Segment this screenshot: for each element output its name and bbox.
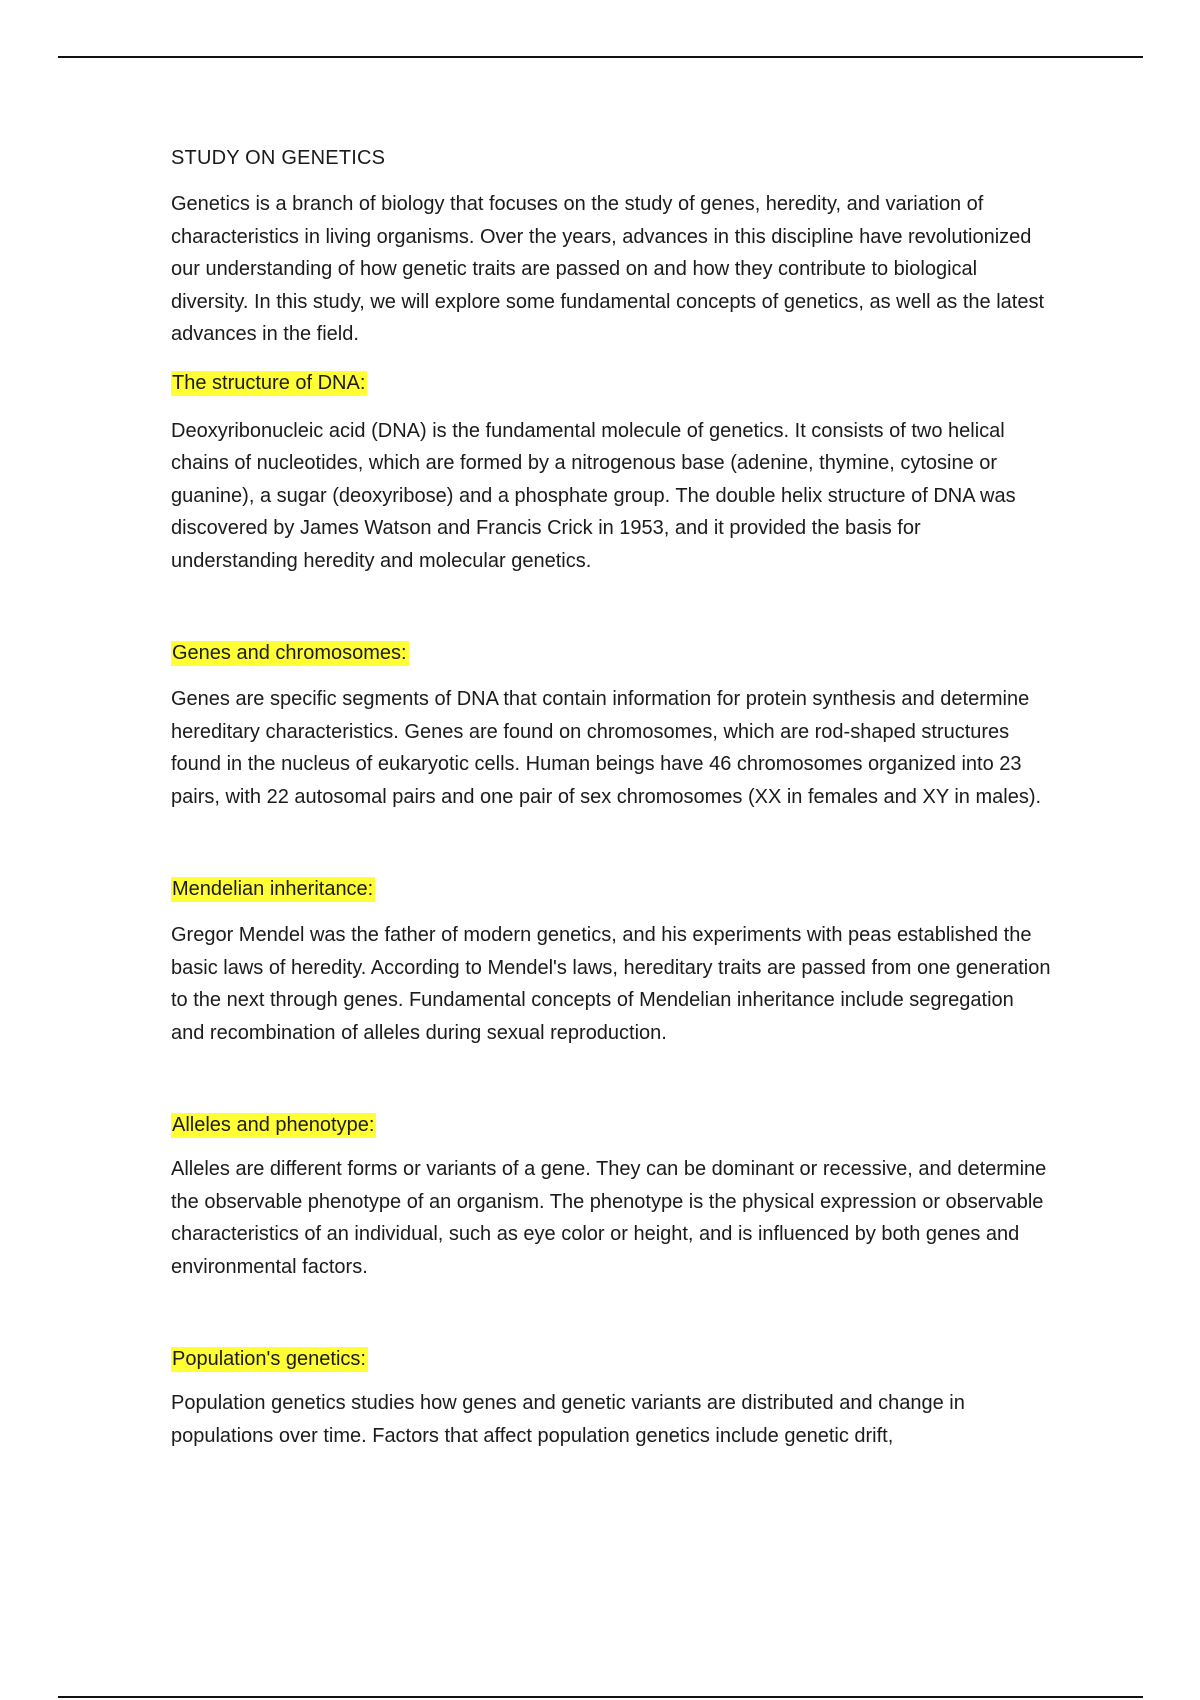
bottom-rule (58, 1696, 1143, 1698)
heading-highlight: The structure of DNA: (172, 371, 366, 394)
heading-highlight: Mendelian inheritance: (172, 878, 374, 900)
section-paragraph-alleles: Alleles are different forms or variants of a gene. They can be dominant or recessive, and determine the observable phenotype of an organism. The phenotype is the physical expression or observable characteristics of an individual, such as eye color or height, and is influenced by both genes and environmental factors. (171, 1158, 1047, 1278)
section-paragraph-genes: Genes are specific segments of DNA that contain information for protein synthesis and determine hereditary characteristics. Genes are found on chromosomes, which are rod-shaped structures found in the nucleus of eukaryotic cells. Human beings have 46 chromosomes organized into 23 pairs, with 22 autosomal pairs and one pair of sex chromosomes (XX in females and XY in males). (171, 688, 1042, 808)
section-heading-alleles (171, 1111, 1051, 1139)
section-heading-mendel (171, 875, 1051, 903)
document-title: STUDY ON GENETICS (171, 147, 386, 169)
section-heading-population (171, 1345, 1051, 1373)
intro-paragraph: Genetics is a branch of biology that focuses on the study of genes, heredity, and variation of characteristics in living organisms. Over the years, advances in this discipline have revolutionized our understanding of how genetic traits are passed on and how they contribute to biological diversity. In this study, we will explore some fundamental concepts of genetics, as well as the latest advances in the field. (171, 193, 1045, 345)
section-paragraph-mendel: Gregor Mendel was the father of modern genetics, and his experiments with peas established the basic laws of heredity. According to Mendel's laws, hereditary traits are passed from one generation to the next through genes. Fundamental concepts of Mendelian inheritance include segregation and recombination of alleles during sexual reproduction. (171, 924, 1051, 1044)
heading-highlight: Genes and chromosomes: (172, 642, 407, 664)
section-paragraph-dna: Deoxyribonucleic acid (DNA) is the fundamental molecule of genetics. It consists of two helical chains of nucleotides, which are formed by a nitrogenous base (adenine, thymine, cytosine or guanine), a sugar (deoxyribose) and a phosphate group. The double helix structure of DNA was discovered by James Watson and Francis Crick in 1953, and it provided the basis for understanding heredity and molecular genetics. (171, 419, 1016, 572)
section-paragraph-population: Population genetics studies how genes and genetic variants are distributed and change in populations over time. Factors that affect population genetics include genetic drift, (171, 1392, 965, 1447)
document-body (171, 146, 1051, 1452)
heading-highlight: Alleles and phenotype: (172, 1114, 375, 1136)
section-heading-dna (171, 369, 1051, 397)
section-heading-genes (171, 639, 1051, 667)
heading-highlight: Population's genetics: (172, 1348, 366, 1370)
top-rule (58, 56, 1143, 58)
